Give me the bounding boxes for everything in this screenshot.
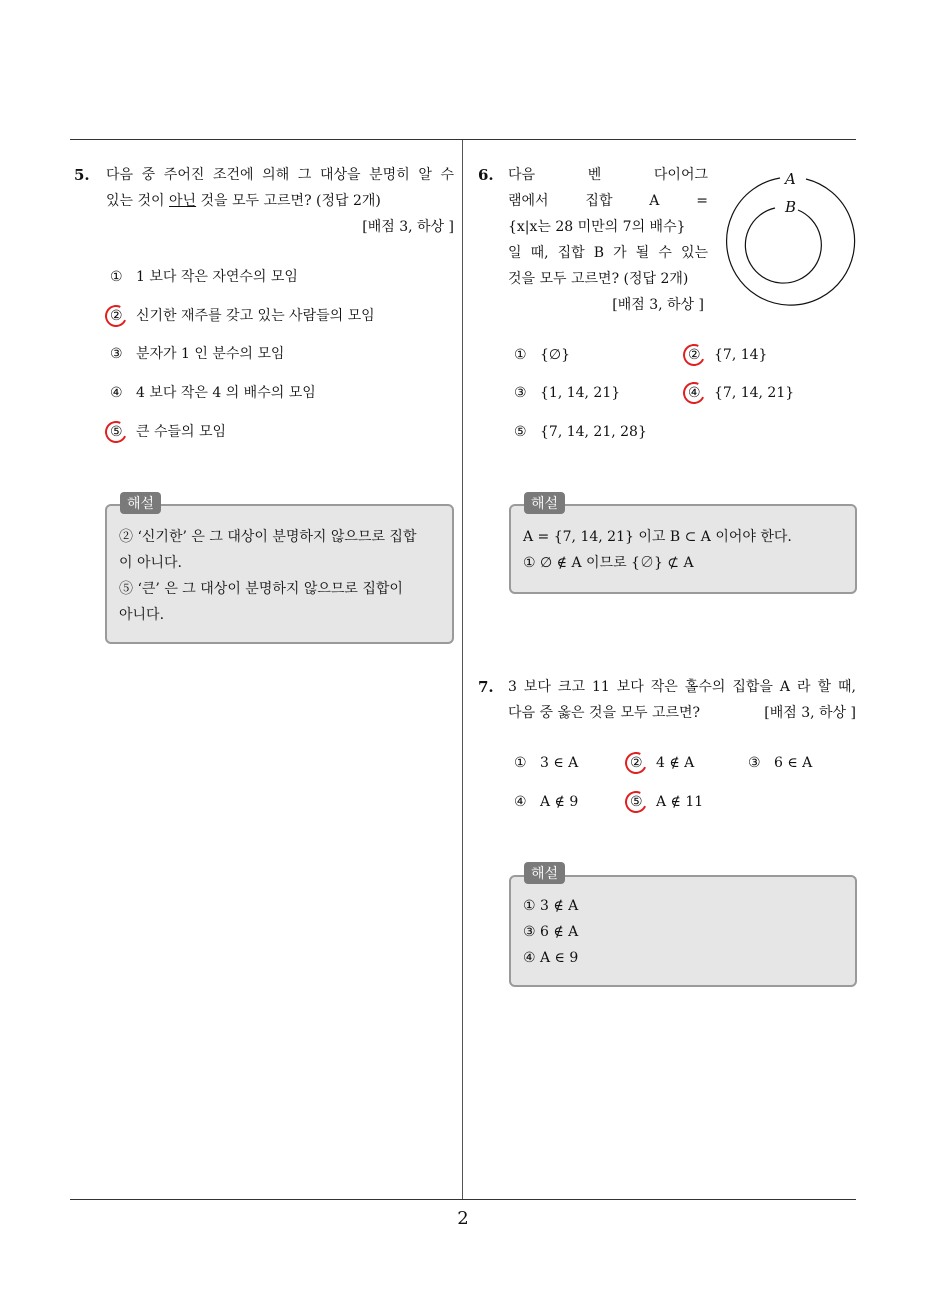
option-text: {7, 14, 21}	[714, 385, 795, 401]
question-text-line	[106, 188, 381, 214]
option-text: 4 ∉ A	[656, 755, 695, 771]
option-5[interactable]	[514, 421, 647, 443]
explanation-line: ① ∅ ∉ A 이므로 {∅} ⊄ A	[523, 555, 694, 571]
explanation-line: ④ A ∈ 9	[523, 950, 579, 966]
inner-set-circle	[745, 208, 821, 283]
option-number: ⑤	[110, 424, 123, 440]
score-label: [배점 3, 하상 ]	[764, 705, 856, 721]
explanation-line: ③ 6 ∉ A	[523, 924, 579, 940]
option-text: 신기한 재주를 갖고 있는 사람들의 모임	[136, 308, 375, 324]
explanation-tag: 해설	[120, 492, 161, 514]
option-3[interactable]	[110, 343, 284, 365]
explanation-box	[105, 504, 454, 644]
question-text-line: 다음 중 주어진 조건에 의해 그 대상을 분명히 알 수	[106, 167, 454, 183]
option-text: 6 ∈ A	[774, 755, 813, 771]
top-rule	[70, 139, 856, 140]
venn-label-a: A	[785, 170, 796, 188]
option-text: 큰 수들의 모임	[136, 424, 227, 440]
explanation-line: A = {7, 14, 21} 이고 B ⊂ A 이어야 한다.	[523, 529, 792, 545]
option-text: A ∉ 9	[540, 794, 579, 810]
option-number: ②	[688, 347, 701, 363]
score-label: [배점 3, 하상 ]	[612, 297, 704, 313]
option-number: ②	[110, 308, 123, 324]
explanation-line: 아니다.	[119, 607, 165, 623]
explanation-tag: 해설	[524, 492, 565, 514]
option-4[interactable]	[110, 382, 316, 404]
bottom-rule	[70, 1199, 856, 1200]
option-1[interactable]	[514, 752, 578, 774]
option-3[interactable]	[748, 752, 812, 774]
option-text: {∅}	[540, 347, 571, 363]
explanation-line: 이 아니다.	[119, 555, 182, 571]
option-number: ③	[748, 755, 761, 771]
explanation-line: ⑤ ‘큰’ 은 그 대상이 분명하지 않으므로 집합이	[119, 581, 403, 597]
option-1[interactable]	[514, 344, 570, 366]
option-text: 분자가 1 인 분수의 모임	[136, 346, 285, 362]
question-number: 5.	[74, 166, 90, 184]
option-number: ⑤	[514, 424, 527, 440]
option-1[interactable]	[110, 266, 298, 288]
option-text: {7, 14}	[714, 347, 768, 363]
question-text: 것을 모두 고르면? (정답 2개)	[196, 193, 381, 209]
explanation-line: ① 3 ∉ A	[523, 898, 579, 914]
option-number: ③	[110, 346, 123, 362]
option-number: ⑤	[630, 794, 643, 810]
venn-diagram	[720, 170, 860, 310]
option-number: ④	[110, 385, 123, 401]
question-text-line: 일 때, 집합 B 가 될 수 있는	[508, 245, 708, 261]
score-label: [배점 3, 하상 ]	[362, 219, 454, 235]
option-2[interactable]	[110, 305, 375, 327]
question-number: 6.	[478, 166, 494, 184]
explanation-tag: 해설	[524, 862, 565, 884]
option-text: 4 보다 작은 4 의 배수의 모임	[136, 385, 316, 401]
option-text: 1 보다 작은 자연수의 모임	[136, 269, 298, 285]
option-number: ③	[514, 385, 527, 401]
question-text-line: 다음 중 옳은 것을 모두 고르면?	[508, 705, 701, 721]
option-4[interactable]	[514, 791, 578, 813]
column-divider	[462, 140, 463, 1200]
question-text: 있는 것이	[106, 193, 169, 209]
option-number: ④	[514, 794, 527, 810]
option-number: ④	[688, 385, 701, 401]
option-text: A ∉ 11	[656, 794, 704, 810]
option-text: 3 ∈ A	[540, 755, 579, 771]
explanation-box	[509, 875, 857, 987]
question-text-line: 3 보다 크고 11 보다 작은 홀수의 집합을 A 라 할 때,	[508, 679, 856, 695]
question-number: 7.	[478, 678, 494, 696]
option-number: ①	[514, 755, 527, 771]
question-text-line: {x|x는 28 미만의 7의 배수}	[508, 219, 686, 235]
explanation-line: ② ‘신기한’ 은 그 대상이 분명하지 않으므로 집합	[119, 529, 417, 545]
venn-label-b: B	[785, 198, 797, 216]
question-text-line: 다음 벤 다이어그	[508, 167, 708, 183]
page-number: 2	[457, 1208, 469, 1229]
option-number: ②	[630, 755, 643, 771]
question-text-line: 램에서 집합 A =	[508, 193, 708, 209]
option-number: ①	[110, 269, 123, 285]
option-3[interactable]	[514, 382, 620, 404]
question-text-line: 것을 모두 고르면? (정답 2개)	[508, 271, 689, 287]
option-5[interactable]	[110, 421, 226, 443]
option-text: {1, 14, 21}	[540, 385, 621, 401]
underlined-word: 아닌	[169, 193, 197, 209]
option-number: ①	[514, 347, 527, 363]
option-text: {7, 14, 21, 28}	[540, 424, 647, 440]
explanation-box	[509, 504, 857, 594]
